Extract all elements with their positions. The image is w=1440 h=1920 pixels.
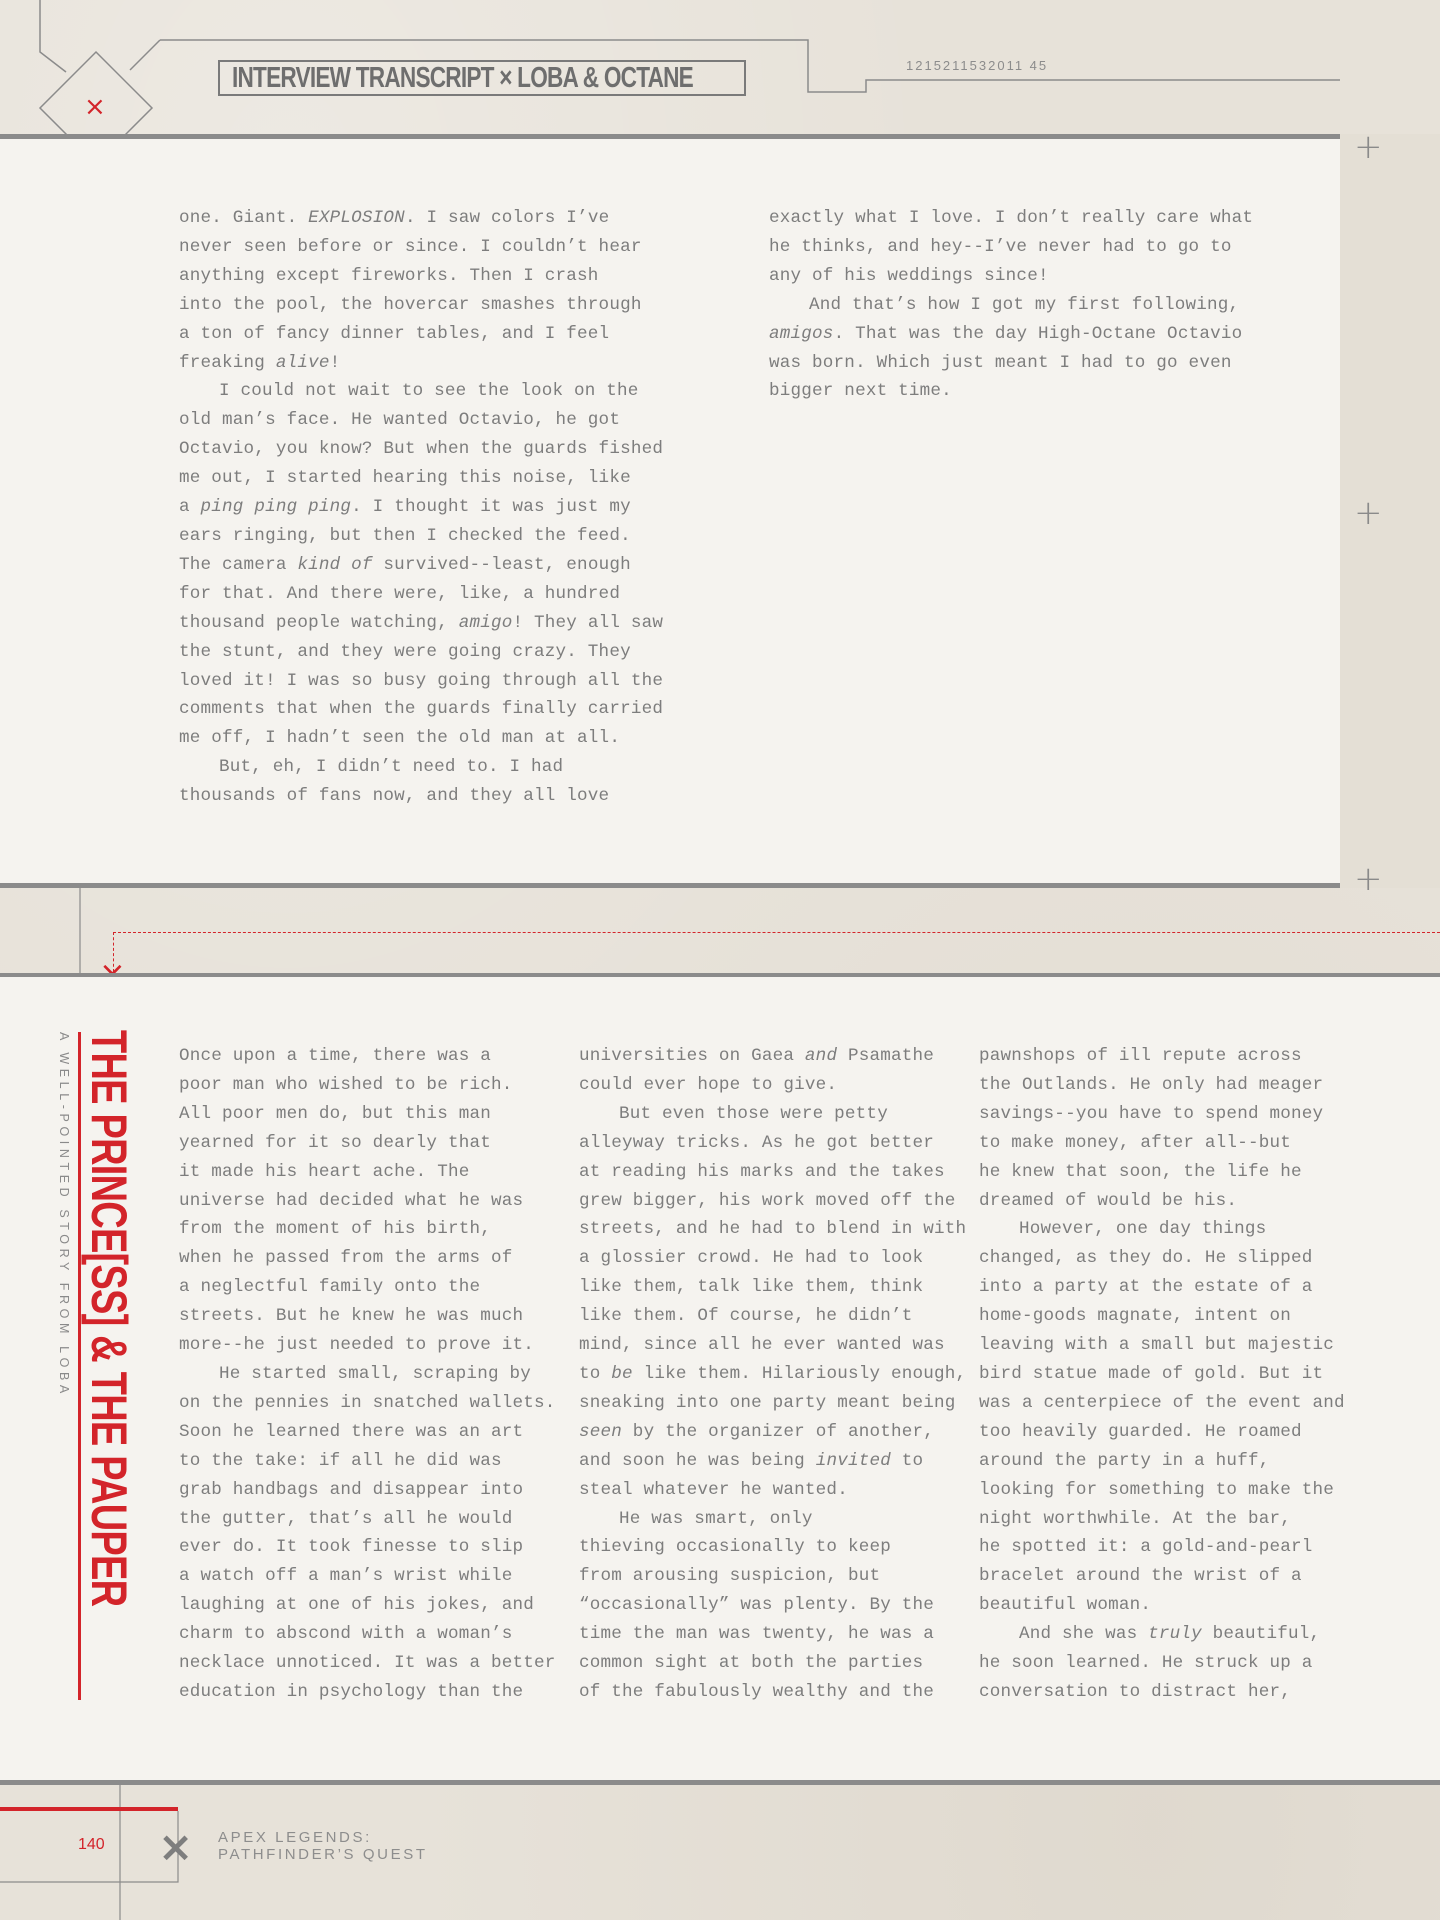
text-line <box>179 1418 556 1447</box>
text-run: streets. But he knew he was much <box>179 1306 524 1327</box>
text-run: laughing at one of his jokes, and <box>179 1595 535 1616</box>
text-run: ears ringing, but then I checked the feed. <box>179 525 631 546</box>
text-line <box>579 1476 966 1505</box>
text-line <box>179 435 663 464</box>
text-run: savings--you have to spend money <box>979 1103 1324 1124</box>
text-run: the gutter, that’s all he would <box>179 1508 513 1529</box>
text-run: Octavio, you know? But when the guards fished <box>179 439 664 460</box>
text-line <box>179 233 663 262</box>
text-run: freaking <box>179 352 276 373</box>
text-line <box>179 1187 556 1216</box>
text-run: comments that when the guards finally carried <box>179 699 664 720</box>
text-line <box>179 1533 556 1562</box>
text-run: necklace unnoticed. It was a better <box>179 1653 556 1674</box>
text-line <box>769 262 1253 291</box>
text-run: education in psychology than the <box>179 1681 524 1702</box>
text-line <box>979 1678 1345 1707</box>
text-run: Psamathe <box>837 1046 935 1066</box>
text-run: poor man who wished to be rich. <box>179 1074 513 1095</box>
header-code: 1215211532011 45 <box>906 58 1049 73</box>
text-run: thousand people watching, <box>179 612 459 633</box>
header-title <box>218 60 746 96</box>
text-line <box>179 1273 556 1302</box>
story-title-wrap <box>80 1030 138 1702</box>
text-run: around the party in a huff, <box>979 1450 1270 1471</box>
text-line <box>179 1215 556 1244</box>
text-line <box>979 1100 1345 1129</box>
text-run: a glossier crowd. He had to look <box>579 1248 924 1269</box>
story-column-1 <box>179 1042 556 1707</box>
text-line <box>769 233 1253 262</box>
text-run: thousands of fans now, and they all love <box>179 786 610 807</box>
text-line <box>179 638 663 667</box>
text-line <box>579 1447 966 1476</box>
text-run: never seen before or since. I couldn’t hear <box>179 236 642 257</box>
text-line <box>579 1215 966 1244</box>
plus-icon: + <box>1354 493 1383 533</box>
text-line <box>979 1418 1345 1447</box>
text-line <box>179 1100 556 1129</box>
text-run: yearned for it so dearly that <box>179 1132 491 1153</box>
text-run: too heavily guarded. He roamed <box>979 1421 1302 1442</box>
text-line <box>579 1678 966 1707</box>
text-run: like them. Hilariously enough, <box>632 1363 967 1384</box>
text-line <box>979 1302 1345 1331</box>
emphasis-text: invited <box>815 1450 891 1471</box>
text-run: of the fabulously wealthy and the <box>579 1681 935 1702</box>
emphasis-text: and <box>804 1046 838 1066</box>
text-line <box>579 1158 966 1187</box>
text-line <box>979 1649 1345 1678</box>
text-run: looking for something to make the <box>979 1479 1335 1500</box>
text-run: more--he just needed to prove it. <box>179 1335 535 1356</box>
text-run: changed, as they do. He slipped <box>979 1248 1313 1269</box>
text-line <box>179 1447 556 1476</box>
text-run: he soon learned. He struck up a <box>979 1653 1313 1674</box>
text-line <box>579 1129 966 1158</box>
footer-x-icon: × <box>158 1822 194 1871</box>
text-line <box>179 493 663 522</box>
text-run: like them, talk like them, think <box>579 1277 924 1298</box>
text-line <box>179 406 663 435</box>
text-run: from arousing suspicion, but <box>579 1566 881 1587</box>
text-run: common sight at both the parties <box>579 1653 924 1674</box>
text-run: sneaking into one party meant being <box>579 1392 956 1413</box>
text-line <box>179 1649 556 1678</box>
text-run: ever do. It took finesse to slip <box>179 1537 524 1558</box>
text-line <box>179 1678 556 1707</box>
text-run: it made his heart ache. The <box>179 1161 470 1182</box>
text-run: on the pennies in snatched wallets. <box>179 1392 556 1413</box>
text-line <box>179 667 663 696</box>
text-run: night worthwhile. At the bar, <box>979 1508 1291 1529</box>
text-run: time the man was twenty, he was a <box>579 1624 935 1645</box>
text-run: to <box>891 1450 924 1471</box>
text-run: thieving occasionally to keep <box>579 1537 891 1558</box>
emphasis-text: ping ping ping <box>200 497 352 518</box>
header-frame-line <box>130 40 160 70</box>
text-line <box>179 1071 556 1100</box>
text-run: bigger next time. <box>769 381 952 402</box>
dashed-guide <box>113 932 1440 933</box>
text-run: And she was <box>1019 1624 1149 1645</box>
text-line <box>179 1331 556 1360</box>
text-run: beautiful woman. <box>979 1595 1152 1616</box>
text-run: loved it! I was so busy going through all the <box>179 670 664 691</box>
header-frame-line <box>40 0 66 72</box>
text-line <box>769 377 1253 406</box>
text-line <box>579 1100 966 1129</box>
text-run: he spotted it: a gold-and-pearl <box>979 1537 1313 1558</box>
text-line <box>179 609 663 638</box>
text-run: old man’s face. He wanted Octavio, he got <box>179 410 621 431</box>
text-run: . I saw colors I’ve <box>404 208 610 228</box>
emphasis-text: kind of <box>297 554 373 575</box>
text-run: . That was the day High-Octane Octavio <box>833 323 1243 344</box>
book-title-line-2: PATHFINDER’S QUEST <box>218 1846 428 1863</box>
text-run: conversation to distract her, <box>979 1681 1291 1702</box>
text-run: could ever hope to give. <box>579 1074 838 1095</box>
text-run: And that’s how I got my first following, <box>809 294 1240 315</box>
text-line <box>179 1302 556 1331</box>
page-number: 140 <box>78 1836 105 1853</box>
text-line <box>179 724 663 753</box>
text-run: ! They all saw <box>512 612 664 633</box>
text-line <box>979 1447 1345 1476</box>
text-run: grew bigger, his work moved off the <box>579 1190 956 1211</box>
text-run: to make money, after all--but <box>979 1132 1291 1153</box>
text-line <box>979 1129 1345 1158</box>
interview-column-1 <box>179 204 663 811</box>
text-run: However, one day things <box>1019 1219 1267 1240</box>
story-title-rule <box>78 1032 81 1700</box>
text-line <box>179 1158 556 1187</box>
text-line <box>179 377 663 406</box>
text-line <box>979 1331 1345 1360</box>
text-run: pawnshops of ill repute across <box>979 1046 1302 1066</box>
text-line <box>579 1360 966 1389</box>
story-column-2 <box>579 1042 966 1707</box>
text-run: ! <box>329 352 341 373</box>
footer-accent-line <box>0 1807 178 1811</box>
text-line <box>179 262 663 291</box>
text-line <box>179 522 663 551</box>
text-line <box>179 464 663 493</box>
text-run: bracelet around the wrist of a <box>979 1566 1302 1587</box>
text-line <box>579 1071 966 1100</box>
text-line <box>579 1505 966 1534</box>
text-line <box>979 1158 1345 1187</box>
text-line <box>179 1360 556 1389</box>
text-run: me out, I started hearing this noise, like <box>179 468 631 489</box>
text-run: But even those were petty <box>619 1103 888 1124</box>
text-run: “occasionally” was plenty. By the <box>579 1595 935 1616</box>
text-run: Soon he learned there was an art <box>179 1421 524 1442</box>
text-line <box>579 1533 966 1562</box>
text-line <box>179 349 663 378</box>
text-run: steal whatever he wanted. <box>579 1479 848 1500</box>
text-line <box>979 1591 1345 1620</box>
text-line <box>179 204 663 233</box>
text-run: He started small, scraping by <box>219 1363 531 1384</box>
text-line <box>579 1418 966 1447</box>
text-line <box>769 204 1253 233</box>
text-line <box>579 1244 966 1273</box>
text-run: The camera <box>179 554 298 575</box>
text-run: universe had decided what he was <box>179 1190 524 1211</box>
text-line <box>979 1476 1345 1505</box>
book-title <box>218 1829 428 1863</box>
text-run: he thinks, and hey--I’ve never had to go to <box>769 236 1232 257</box>
text-line <box>179 1591 556 1620</box>
text-run: one. Giant. <box>179 208 309 228</box>
text-run: at reading his marks and the takes <box>579 1161 945 1182</box>
text-run: alleyway tricks. As he got better <box>579 1132 935 1153</box>
text-line <box>579 1620 966 1649</box>
text-run: from the moment of his birth, <box>179 1219 491 1240</box>
text-run: a <box>179 497 201 518</box>
text-line <box>179 320 663 349</box>
text-run: He was smart, only <box>619 1508 813 1529</box>
text-run: a neglectful family onto the <box>179 1277 481 1298</box>
text-run: Once upon a time, there was a <box>179 1046 491 1066</box>
emphasis-text: be <box>611 1363 633 1384</box>
text-run: leaving with a small but majestic <box>979 1335 1335 1356</box>
interview-column-2 <box>769 204 1253 406</box>
text-line <box>579 1273 966 1302</box>
text-run: survived--least, enough <box>372 554 631 575</box>
text-line <box>979 1042 1345 1071</box>
text-run: streets, and he had to blend in with <box>579 1219 967 1240</box>
text-run: charm to abscond with a woman’s <box>179 1624 513 1645</box>
story-column-3 <box>979 1042 1345 1707</box>
text-line <box>979 1620 1345 1649</box>
text-run: by the organizer of another, <box>622 1421 935 1442</box>
text-run: beautiful, <box>1201 1624 1321 1645</box>
emphasis-text: truly <box>1148 1624 1202 1645</box>
text-line <box>769 349 1253 378</box>
text-line <box>579 1591 966 1620</box>
text-line <box>979 1505 1345 1534</box>
text-line <box>179 1389 556 1418</box>
text-line <box>769 320 1253 349</box>
text-line <box>579 1302 966 1331</box>
text-line <box>179 291 663 320</box>
text-line <box>579 1042 966 1071</box>
emphasis-text: amigos <box>769 323 834 344</box>
text-line <box>979 1533 1345 1562</box>
text-run: me off, I hadn’t seen the old man at all. <box>179 728 621 749</box>
emphasis-text: seen <box>579 1421 623 1442</box>
text-run: exactly what I love. I don’t really care what <box>769 208 1254 228</box>
emphasis-text: EXPLOSION <box>308 208 405 228</box>
text-run: universities on Gaea <box>579 1046 805 1066</box>
close-x-icon: × <box>84 92 106 122</box>
text-line <box>979 1273 1345 1302</box>
emphasis-text: amigo <box>458 612 513 633</box>
text-run: bird statue made of gold. But it <box>979 1363 1324 1384</box>
text-line <box>979 1360 1345 1389</box>
text-line <box>579 1389 966 1418</box>
text-line <box>579 1649 966 1678</box>
text-line <box>179 753 663 782</box>
text-line <box>179 1244 556 1273</box>
plus-icon: + <box>1354 127 1383 167</box>
plus-icon: + <box>1354 859 1383 899</box>
text-line <box>179 1129 556 1158</box>
text-run: he knew that soon, the life he <box>979 1161 1302 1182</box>
text-run: I could not wait to see the look on the <box>219 381 639 402</box>
book-title-line-1: APEX LEGENDS: <box>218 1829 372 1846</box>
story-title-text: THE PRINCE[SS] & THE PAUPER <box>81 1030 137 1607</box>
text-line <box>979 1389 1345 1418</box>
text-line <box>179 782 663 811</box>
text-line <box>179 1620 556 1649</box>
text-line <box>579 1562 966 1591</box>
text-line <box>979 1215 1345 1244</box>
text-run: the Outlands. He only had meager <box>979 1074 1324 1095</box>
text-run: . I thought it was just my <box>351 497 631 518</box>
text-run: and soon he was being <box>579 1450 816 1471</box>
text-run: a ton of fancy dinner tables, and I feel <box>179 323 610 344</box>
text-run: like them. Of course, he didn’t <box>579 1306 913 1327</box>
text-run: But, eh, I didn’t need to. I had <box>219 757 564 778</box>
emphasis-text: alive <box>275 352 330 373</box>
text-line <box>179 580 663 609</box>
text-line <box>579 1331 966 1360</box>
text-run: into a party at the estate of a <box>979 1277 1313 1298</box>
story-subtitle: A WELL-POINTED STORY FROM LOBA <box>57 1032 71 1398</box>
text-line <box>179 1562 556 1591</box>
header-title-text: INTERVIEW TRANSCRIPT × LOBA & OCTANE <box>232 62 693 94</box>
text-line <box>979 1071 1345 1100</box>
text-run: was born. Which just meant I had to go even <box>769 352 1232 373</box>
text-run: All poor men do, but this man <box>179 1103 491 1124</box>
text-line <box>179 551 663 580</box>
text-run: dreamed of would be his. <box>979 1190 1238 1211</box>
text-run: to the take: if all he did was <box>179 1450 502 1471</box>
text-line <box>579 1187 966 1216</box>
text-run: anything except fireworks. Then I crash <box>179 265 599 286</box>
text-run: the stunt, and they were going crazy. They <box>179 641 631 662</box>
story-title <box>80 1030 138 1702</box>
text-line <box>769 291 1253 320</box>
text-run: was a centerpiece of the event and <box>979 1392 1345 1413</box>
text-line <box>979 1562 1345 1591</box>
text-run: mind, since all he ever wanted was <box>579 1335 945 1356</box>
text-line <box>179 1042 556 1071</box>
text-run: grab handbags and disappear into <box>179 1479 524 1500</box>
text-run: a watch off a man’s wrist while <box>179 1566 513 1587</box>
text-run: for that. And there were, like, a hundred <box>179 583 621 604</box>
text-run: to <box>579 1363 612 1384</box>
text-line <box>179 1505 556 1534</box>
text-line <box>179 1476 556 1505</box>
text-run: when he passed from the arms of <box>179 1248 513 1269</box>
text-line <box>179 695 663 724</box>
story-subtitle-wrap <box>56 1032 72 1412</box>
text-line <box>979 1187 1345 1216</box>
text-run: into the pool, the hovercar smashes through <box>179 294 642 315</box>
text-line <box>979 1244 1345 1273</box>
text-run: home-goods magnate, intent on <box>979 1306 1291 1327</box>
text-run: any of his weddings since! <box>769 265 1049 286</box>
